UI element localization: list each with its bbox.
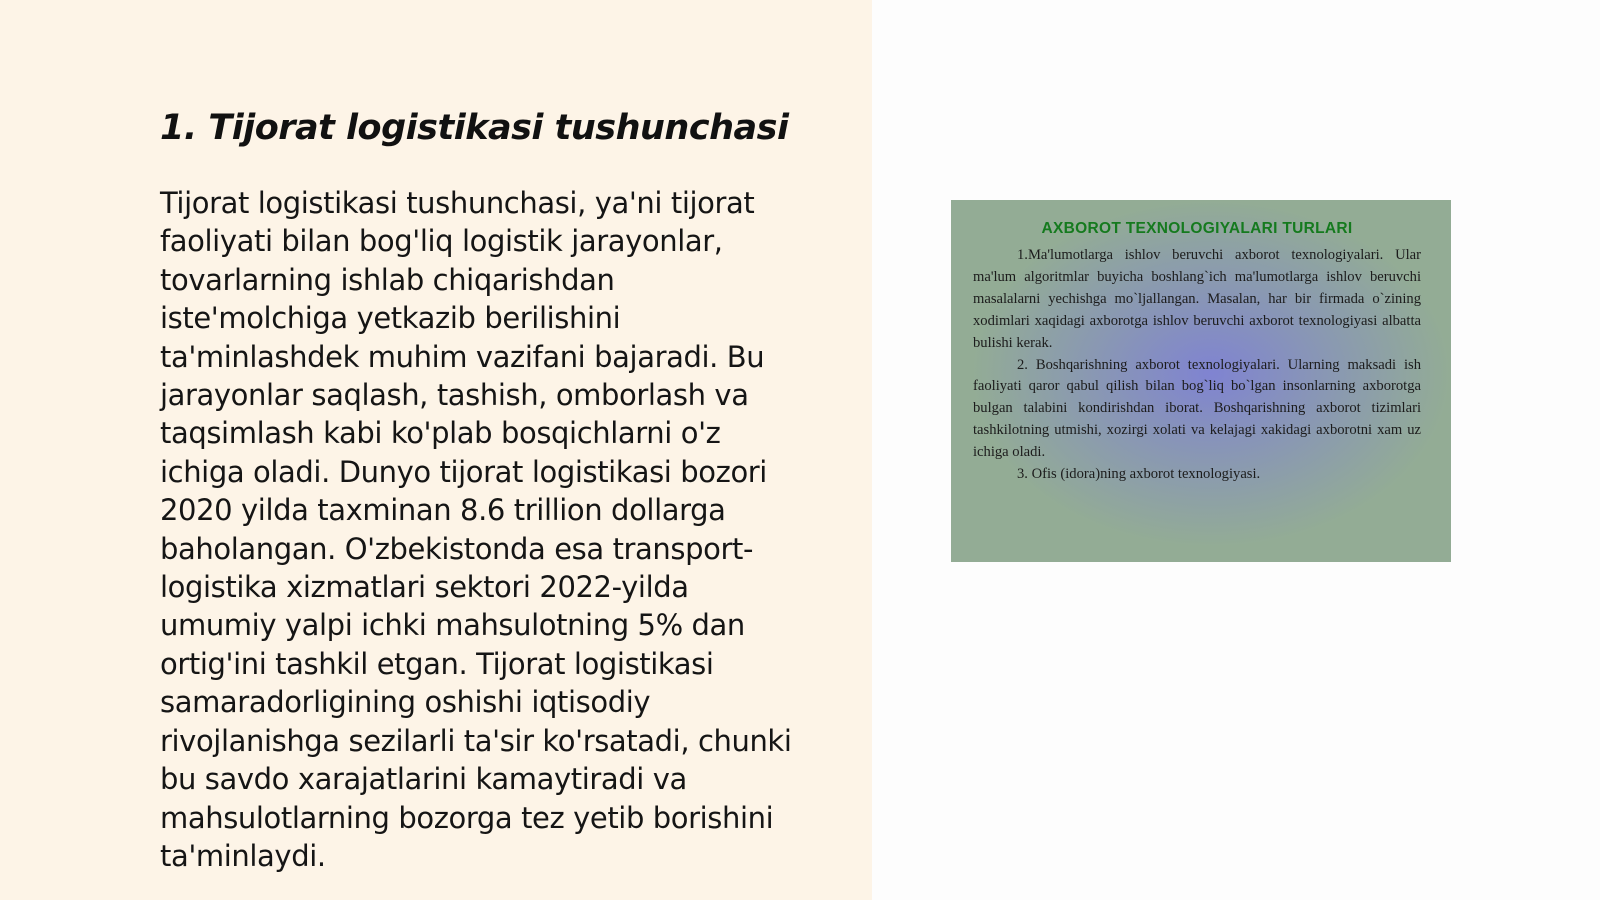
slide-title: 1. Tijorat logistikasi tushunchasi xyxy=(160,108,789,148)
scanned-document-image xyxy=(951,200,1451,562)
image-heading: AXBOROT TEXNOLOGIYALARI TURLARI xyxy=(1041,220,1353,237)
slide-body-text: Tijorat logistikasi tushunchasi, ya'ni tijorat faoliyati bilan bog'liq logistik jarayonlar, tovarlarning ishlab chiqarishdan iste'molchiga yetkazib berilishini ta'minlashdek muhim vazifani bajaradi. Bu jarayonlar saqlash, tashish, omborlash va taqsimlash kabi ko'plab bosqichlarni o'z ichiga oladi. Dunyo tijorat logistikasi bozori 2020 yilda taxminan 8.6 trillion dollarga baholangan. O'zbekistonda esa transport- logistika xizmatlari sektori 2022-yilda umumiy yalpi ichki mahsulotning 5% dan ortig'ini tashkil etgan. Tijorat logistikasi samaradorligining oshishi iqtisodiy rivojlanishga sezilarli ta'sir ko'rsatadi, chunki bu savdo xarajatlarini kamaytiradi va mahsulotlarning bozorga tez yetib borishini ta'minlaydi. xyxy=(160,186,792,873)
image-paragraph-2: 2. Boshqarishning axborot texnologiyalari. Ularning maksadi ish faoliyati qaror qabul qilish bilan bog`liq bo`lgan insonlarning axborotga bulgan talabini kondirishdan iborat. Boshqarishning axborot tizimlari tashkilotning utmishi, xozirgi xolati va kelajagi xakidagi axborotni xam uz ichiga oladi. xyxy=(973,356,1421,461)
image-paragraph-3: 3. Ofis (idora)ning axborot texnologiyasi. xyxy=(1017,466,1261,483)
image-paragraph-1: 1.Ma'lumotlarga ishlov beruvchi axborot texnologiyalari. Ular ma'lum algoritmlar buyicha boshlang`ich ma'lumotlarga ishlov beruvchi masalalarni yechishga mo`ljallangan. Masalan, har bir firmada o`zining xodimlari xaqidagi axborotga ishlov beruvchi axborot texnologiyasi albatta bulishi kerak. xyxy=(973,247,1421,351)
